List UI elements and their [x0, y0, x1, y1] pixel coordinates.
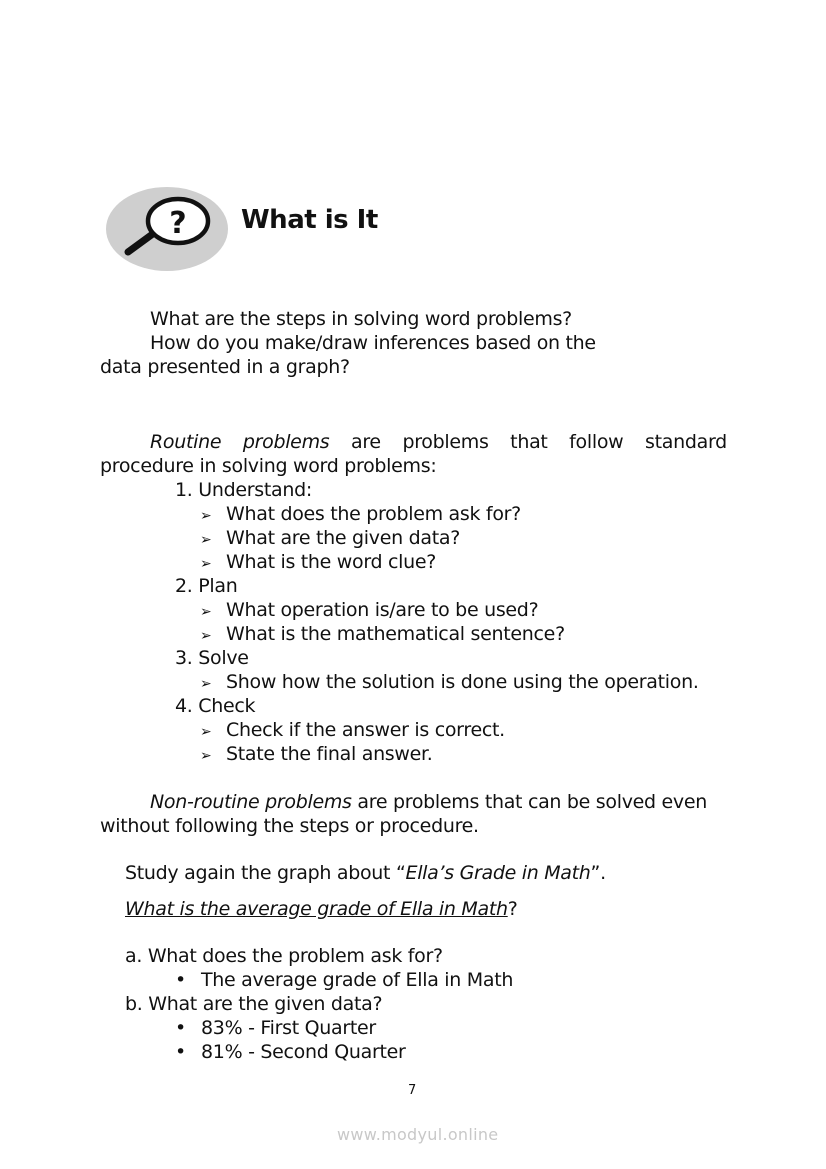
routine-line-1	[100, 431, 727, 453]
analysis-item: • The average grade of Ella in Math	[175, 969, 514, 991]
step-item: ➢ What is the word clue?	[200, 551, 437, 573]
bullet-icon: •	[175, 1017, 186, 1039]
study-instruction: Study again the graph about “Ella’s Grade in Math”.	[125, 862, 606, 884]
arrow-bullet-icon: ➢	[200, 604, 212, 620]
intro-question-2-line-1: How do you make/draw inferences based on the	[150, 332, 596, 354]
step-item: ➢ What does the problem ask for?	[200, 503, 521, 525]
routine-line-2: procedure in solving word problems:	[100, 455, 437, 477]
arrow-bullet-icon: ➢	[200, 676, 212, 692]
arrow-bullet-icon: ➢	[200, 508, 212, 524]
step-label: 3. Solve	[175, 647, 249, 669]
arrow-bullet-icon: ➢	[200, 628, 212, 644]
routine-word: problems	[402, 431, 489, 453]
analysis-item: • 81% - Second Quarter	[175, 1041, 406, 1063]
watermark: www.modyul.online	[337, 1125, 499, 1144]
bullet-icon: •	[175, 969, 186, 991]
step-item: ➢ State the final answer.	[200, 743, 433, 765]
nonroutine-line-2: without following the steps or procedure.	[100, 815, 479, 837]
section-title: What is It	[241, 205, 378, 235]
bullet-icon: •	[175, 1041, 186, 1063]
routine-word: are	[351, 431, 381, 453]
routine-word: problems	[242, 431, 330, 453]
step-item: ➢ What operation is/are to be used?	[200, 599, 539, 621]
routine-term: Routine	[150, 431, 222, 453]
nonroutine-term: Non-routine problems	[150, 791, 352, 813]
routine-word: standard	[645, 431, 727, 453]
graph-title-reference: Ella’s Grade in Math	[405, 862, 591, 884]
page-number: 7	[408, 1083, 417, 1098]
nonroutine-line-1: Non-routine problems are problems that can be solved even	[150, 791, 708, 813]
arrow-bullet-icon: ➢	[200, 556, 212, 572]
arrow-bullet-icon: ➢	[200, 748, 212, 764]
step-label: 2. Plan	[175, 575, 238, 597]
analysis-item: • 83% - First Quarter	[175, 1017, 376, 1039]
routine-word: that	[510, 431, 548, 453]
step-item: ➢ Show how the solution is done using the operation.	[200, 671, 699, 693]
step-item: ➢ What are the given data?	[200, 527, 460, 549]
step-label: 1. Understand:	[175, 479, 312, 501]
magnifier-question-icon	[106, 186, 231, 274]
svg-text:?: ?	[169, 206, 187, 241]
analysis-a-label: a. What does the problem ask for?	[125, 945, 443, 967]
routine-word: follow	[569, 431, 624, 453]
arrow-bullet-icon: ➢	[200, 724, 212, 740]
step-item: ➢ Check if the answer is correct.	[200, 719, 505, 741]
intro-question-2-line-2: data presented in a graph?	[100, 356, 350, 378]
step-item: ➢ What is the mathematical sentence?	[200, 623, 565, 645]
arrow-bullet-icon: ➢	[200, 532, 212, 548]
problem-question: What is the average grade of Ella in Math?	[125, 898, 518, 920]
intro-question-1: What are the steps in solving word problems?	[150, 308, 572, 330]
analysis-b-label: b. What are the given data?	[125, 993, 383, 1015]
step-label: 4. Check	[175, 695, 256, 717]
